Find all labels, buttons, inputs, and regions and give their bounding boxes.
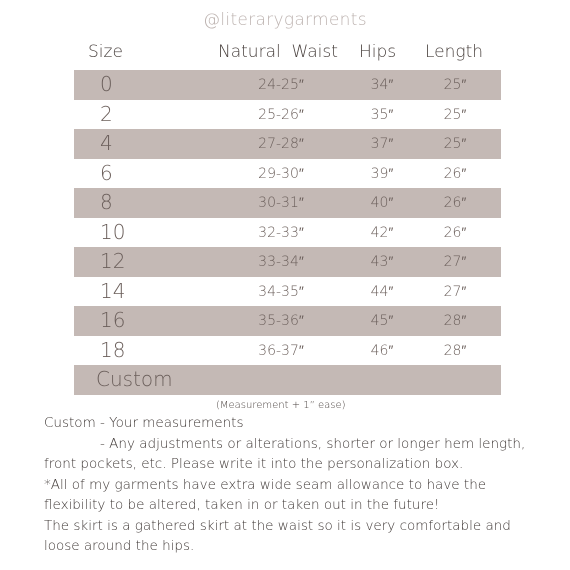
note-line: *All of my garments have extra wide seam allowance to have the bbox=[44, 476, 487, 493]
cell-size-custom: Custom bbox=[96, 367, 173, 391]
cell-length: 28″ bbox=[443, 342, 467, 359]
note-line: flexibility to be altered, taken in or taken out in the future! bbox=[44, 497, 440, 513]
store-handle: @literarygarments bbox=[203, 10, 367, 30]
cell-size: 12 bbox=[100, 249, 126, 273]
table-header bbox=[0, 42, 570, 66]
cell-hips: 40″ bbox=[370, 195, 394, 211]
cell-hips: 34″ bbox=[370, 77, 394, 93]
cell-length: 28″ bbox=[443, 313, 467, 329]
cell-waist: 29-30″ bbox=[258, 165, 304, 182]
table-row bbox=[74, 70, 501, 100]
cell-length: 26″ bbox=[443, 195, 467, 211]
header-length: Length bbox=[425, 42, 484, 62]
note-line: The skirt is a gathered skirt at the waist so it is very comfortable and bbox=[44, 517, 511, 534]
table-row bbox=[74, 188, 501, 218]
note-line: - Any adjustments or alterations, shorter or longer hem length, bbox=[100, 435, 526, 452]
cell-size: 2 bbox=[100, 101, 113, 126]
cell-hips: 44″ bbox=[370, 283, 394, 300]
cell-length: 25″ bbox=[443, 77, 467, 93]
cell-size: 0 bbox=[100, 72, 113, 96]
cell-waist: 33-34″ bbox=[258, 254, 304, 270]
cell-size: 18 bbox=[100, 337, 126, 362]
cell-size: 10 bbox=[100, 219, 126, 244]
table-row bbox=[74, 218, 501, 248]
table-row-custom bbox=[74, 365, 501, 395]
ease-note: (Measurement + 1” ease) bbox=[216, 400, 346, 411]
cell-size: 16 bbox=[100, 308, 126, 332]
table-row bbox=[74, 129, 501, 159]
cell-hips: 39″ bbox=[370, 165, 394, 182]
cell-waist: 34-35″ bbox=[258, 283, 304, 300]
header-size: Size bbox=[88, 42, 123, 62]
cell-length: 26″ bbox=[443, 165, 467, 182]
cell-hips: 43″ bbox=[370, 254, 394, 270]
cell-waist: 24-25″ bbox=[258, 77, 304, 93]
cell-length: 27″ bbox=[443, 283, 467, 300]
note-line: front pockets, etc. Please write it into the personalization box. bbox=[44, 456, 464, 472]
cell-length: 25″ bbox=[443, 106, 467, 123]
cell-hips: 46″ bbox=[370, 342, 394, 359]
table-row bbox=[74, 159, 501, 189]
note-line: loose around the hips. bbox=[44, 538, 195, 554]
header-natural-waist: Natural Waist bbox=[218, 42, 338, 62]
note-line: Custom - Your measurements bbox=[44, 415, 244, 431]
cell-size: 14 bbox=[100, 278, 126, 303]
cell-length: 25″ bbox=[443, 136, 467, 152]
cell-size: 4 bbox=[100, 131, 113, 155]
cell-size: 6 bbox=[100, 160, 113, 185]
cell-waist: 30-31″ bbox=[258, 195, 304, 211]
table-row bbox=[74, 336, 501, 366]
cell-hips: 42″ bbox=[370, 224, 394, 241]
cell-waist: 27-28″ bbox=[258, 136, 304, 152]
cell-waist: 32-33″ bbox=[258, 224, 304, 241]
cell-hips: 37″ bbox=[370, 136, 394, 152]
table-row bbox=[74, 306, 501, 336]
size-chart-table bbox=[74, 70, 501, 395]
cell-waist: 35-36″ bbox=[258, 313, 304, 329]
table-row bbox=[74, 100, 501, 130]
cell-length: 26″ bbox=[443, 224, 467, 241]
header-hips: Hips bbox=[359, 42, 397, 62]
cell-waist: 36-37″ bbox=[258, 342, 304, 359]
cell-hips: 35″ bbox=[370, 106, 394, 123]
cell-hips: 45″ bbox=[370, 313, 394, 329]
cell-length: 27″ bbox=[443, 254, 467, 270]
cell-size: 8 bbox=[100, 190, 113, 214]
cell-waist: 25-26″ bbox=[258, 106, 304, 123]
table-row bbox=[74, 247, 501, 277]
size-notes bbox=[44, 413, 564, 557]
table-row bbox=[74, 277, 501, 307]
